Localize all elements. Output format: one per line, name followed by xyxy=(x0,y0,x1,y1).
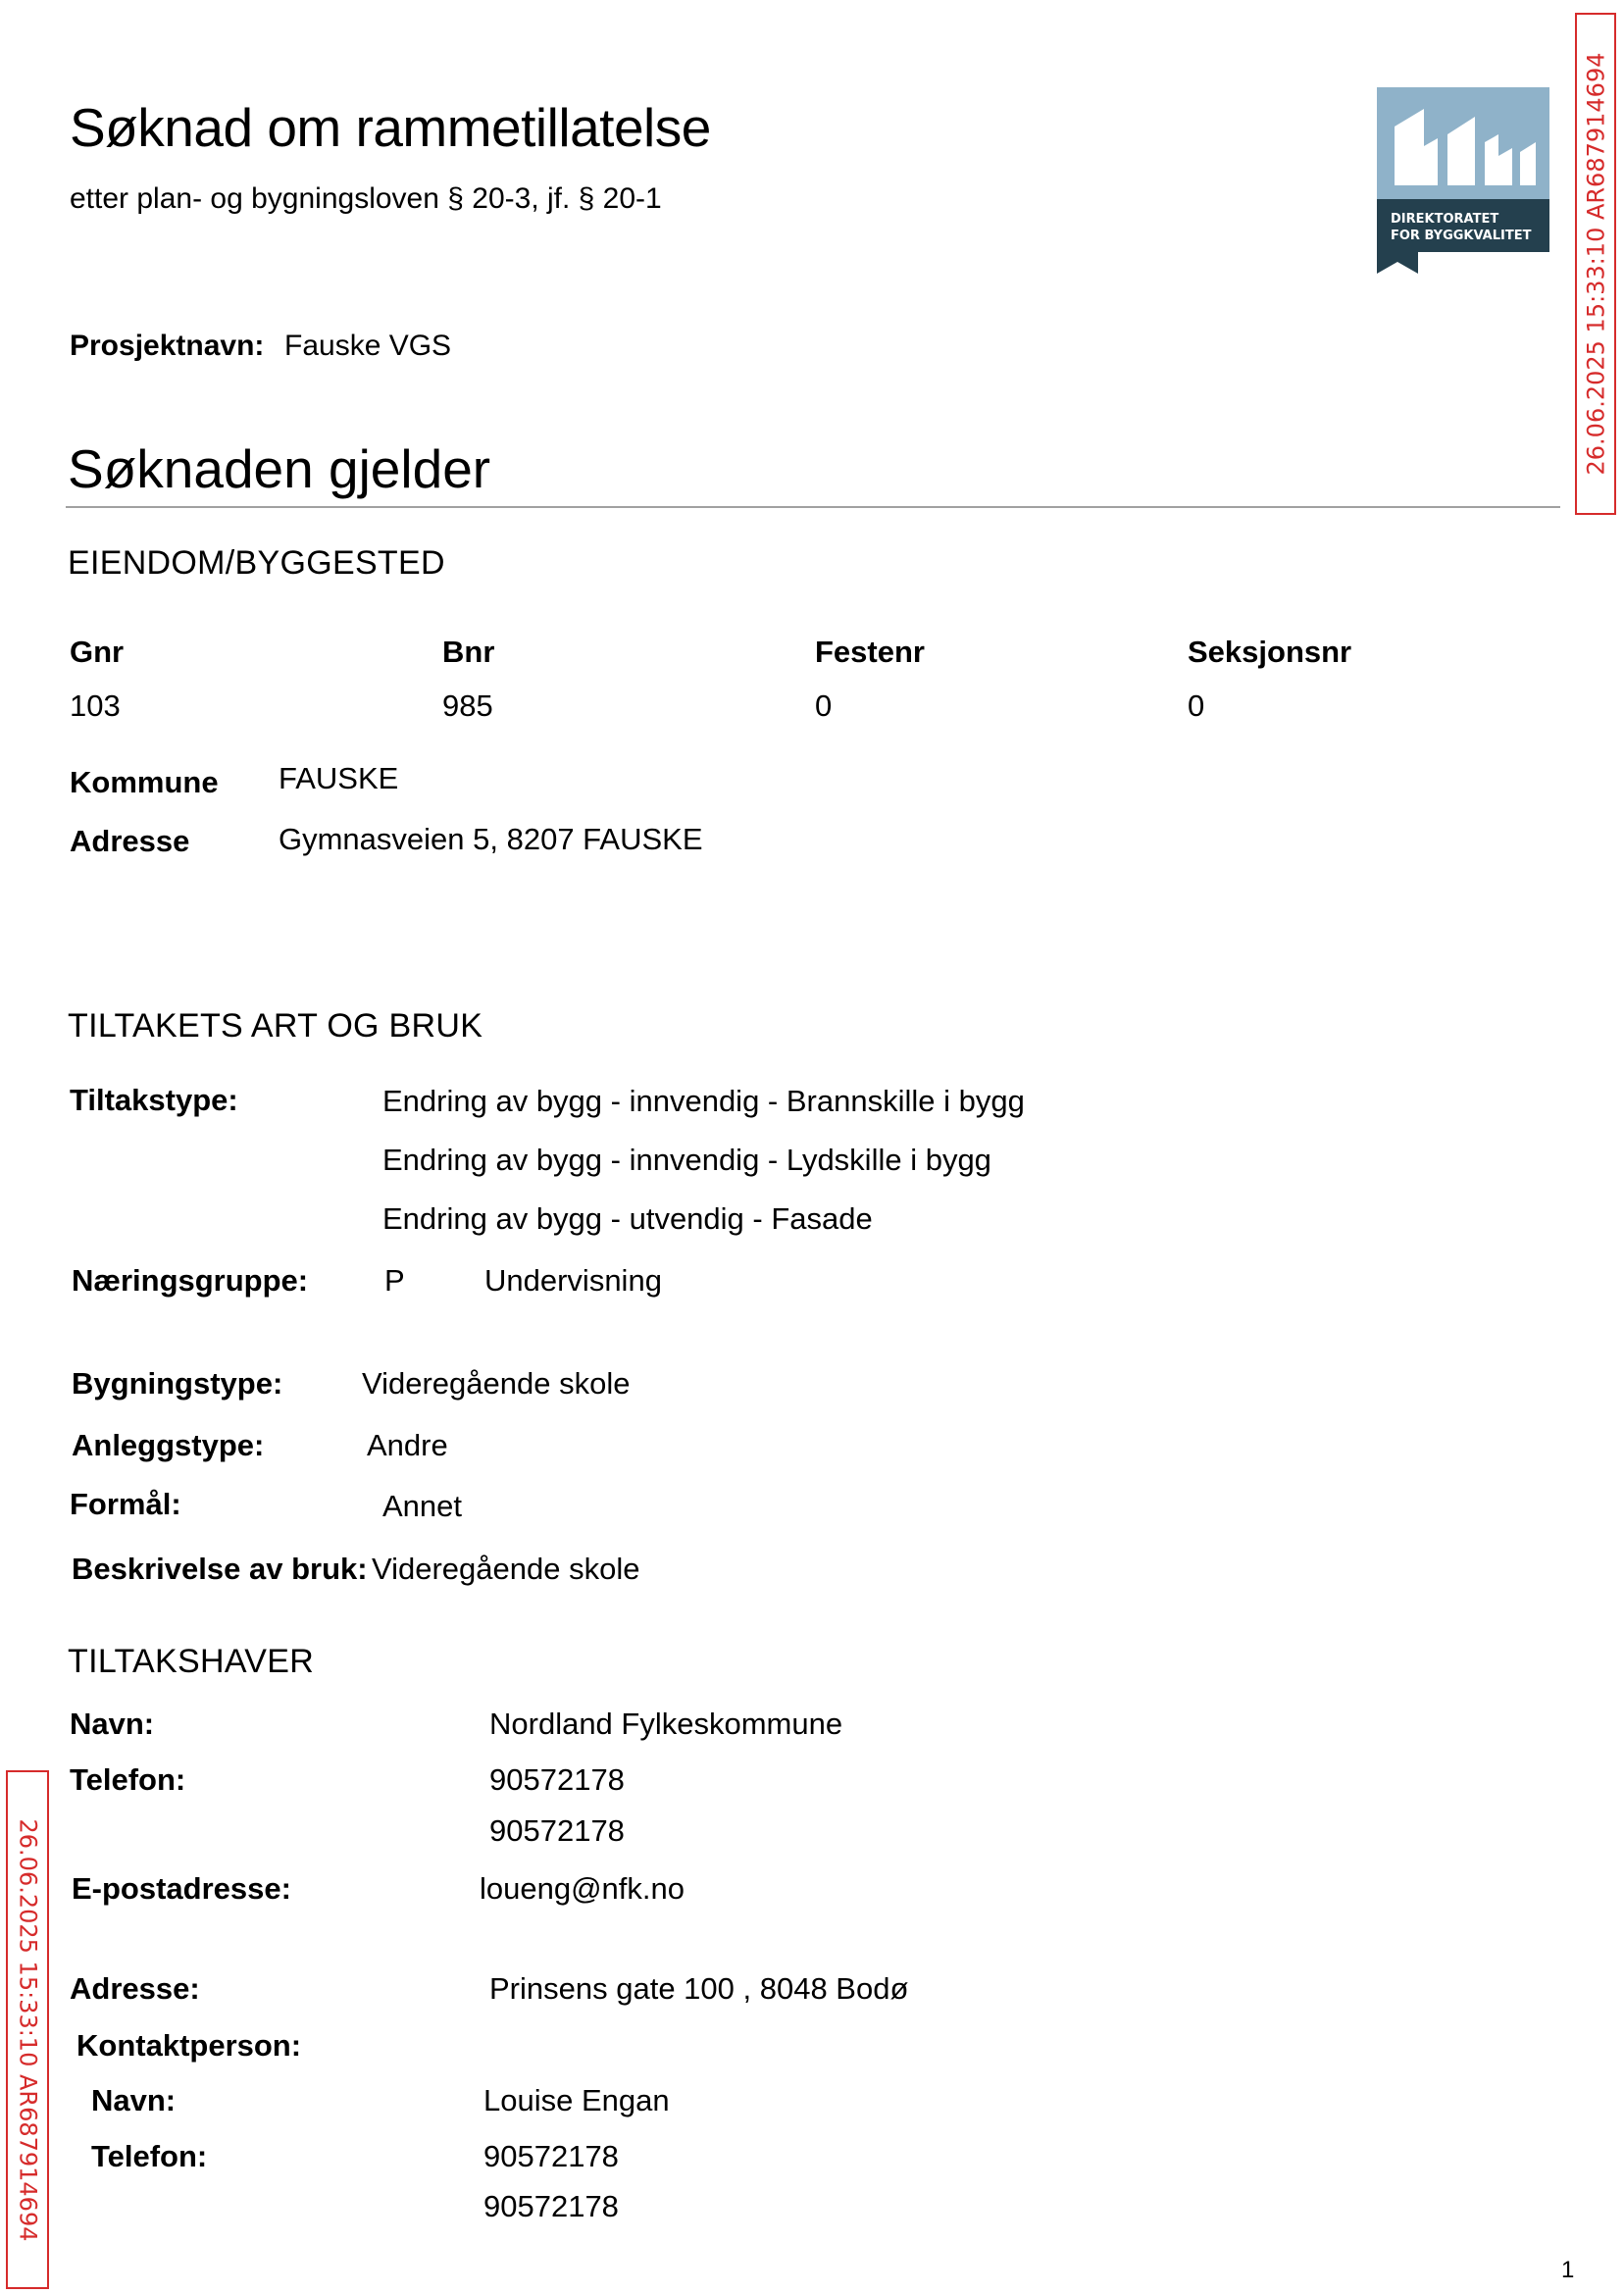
seksjonsnr-value: 0 xyxy=(1188,688,1205,723)
industry-group-value: Undervisning xyxy=(484,1263,662,1298)
owner-phone-value: 90572178 xyxy=(489,1762,625,1797)
municipality-label: Kommune xyxy=(70,765,219,799)
heading-divider xyxy=(66,506,1560,508)
bnr-label: Bnr xyxy=(442,635,495,669)
contact-phone-value: 90572178 xyxy=(483,2139,619,2173)
contact-phone-value: 90572178 xyxy=(483,2189,619,2223)
measure-type-label: Tiltakstype: xyxy=(70,1083,238,1117)
usage-value: Videregående skole xyxy=(372,1552,640,1586)
festenr-label: Festenr xyxy=(815,635,925,669)
section-owner: TILTAKSHAVER xyxy=(68,1643,315,1680)
project-name-value: Fauske VGS xyxy=(284,330,452,362)
address-label: Adresse xyxy=(70,824,190,858)
stamp-text: 26.06.2025 15:33:10 AR687914694 xyxy=(1582,52,1610,476)
measure-type-item: Endring av bygg - innvendig - Lydskille i bygg xyxy=(382,1143,991,1177)
contact-phone-label: Telefon: xyxy=(91,2139,208,2173)
gnr-label: Gnr xyxy=(70,635,125,669)
owner-phone-label: Telefon: xyxy=(70,1762,186,1797)
owner-name-label: Navn: xyxy=(70,1707,155,1741)
owner-address-label: Adresse: xyxy=(70,1971,200,2006)
section-heading-applies: Søknaden gjelder xyxy=(68,438,491,499)
measure-type-item: Endring av bygg - utvendig - Fasade xyxy=(382,1201,873,1236)
receipt-stamp-top xyxy=(1575,13,1616,515)
address-value: Gymnasveien 5, 8207 FAUSKE xyxy=(279,822,703,856)
municipality-value: FAUSKE xyxy=(279,761,399,795)
contact-name-label: Navn: xyxy=(91,2083,177,2117)
purpose-label: Formål: xyxy=(70,1487,181,1521)
owner-address-value: Prinsens gate 100 , 8048 Bodø xyxy=(489,1971,909,2006)
bnr-value: 985 xyxy=(442,688,493,723)
owner-email-value: loueng@nfk.no xyxy=(480,1871,685,1906)
project-name-label: Prosjektnavn: xyxy=(70,330,265,362)
industry-group-label: Næringsgruppe: xyxy=(72,1263,309,1298)
stamp-text: 26.06.2025 15:33:10 AR687914694 xyxy=(14,1818,42,2241)
document-title: Søknad om rammetillatelse xyxy=(70,97,711,158)
facility-type-label: Anleggstype: xyxy=(72,1428,265,1462)
dibk-logo xyxy=(1377,87,1549,275)
contact-name-value: Louise Engan xyxy=(483,2083,670,2117)
gnr-value: 103 xyxy=(70,688,121,723)
festenr-value: 0 xyxy=(815,688,833,723)
contact-person-label: Kontaktperson: xyxy=(76,2028,302,2063)
usage-label: Beskrivelse av bruk: xyxy=(72,1552,368,1586)
building-type-value: Videregående skole xyxy=(362,1366,631,1401)
section-measure: TILTAKETS ART OG BRUK xyxy=(68,1007,483,1045)
owner-phone-value: 90572178 xyxy=(489,1813,625,1848)
industry-group-code: P xyxy=(384,1263,405,1298)
measure-type-item: Endring av bygg - innvendig - Brannskille i bygg xyxy=(382,1084,1025,1118)
section-property: EIENDOM/BYGGESTED xyxy=(68,544,445,582)
owner-email-label: E-postadresse: xyxy=(72,1871,291,1906)
building-type-label: Bygningstype: xyxy=(72,1366,283,1401)
logo-text-line1: DIREKTORATET xyxy=(1391,212,1499,227)
logo-text-line2: FOR BYGGKVALITET xyxy=(1391,229,1532,243)
owner-name-value: Nordland Fylkeskommune xyxy=(489,1707,843,1741)
purpose-value: Annet xyxy=(382,1489,463,1523)
receipt-stamp-left xyxy=(6,1770,49,2289)
page-number: 1 xyxy=(1561,2257,1575,2283)
document-subtitle: etter plan- og bygningsloven § 20-3, jf. § 20-1 xyxy=(70,182,662,215)
seksjonsnr-label: Seksjonsnr xyxy=(1188,635,1352,669)
facility-type-value: Andre xyxy=(367,1428,448,1462)
